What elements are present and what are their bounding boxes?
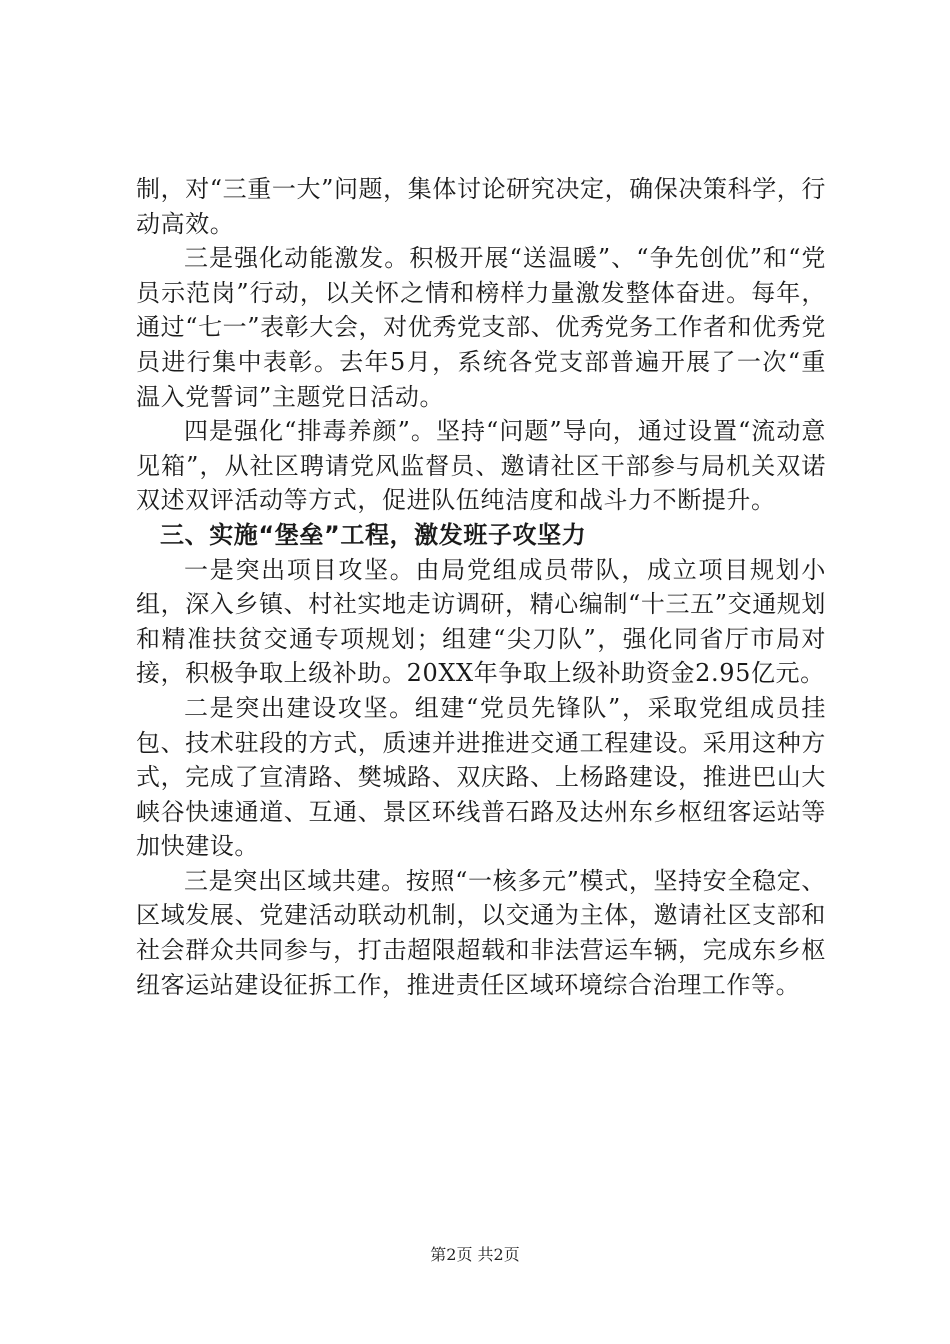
paragraph-construction: 二是突出建设攻坚。组建“党员先锋队”，采取党组成员挂包、技术驻段的方式，质速并进推进交通工程建设。采用这种方式，完成了宣清路、樊城路、双庆路、上杨路建设，推进巴山大峡谷快速通道、互通、景区环线普石路及达州东乡枢纽客运站等加快建设。 [136, 693, 826, 861]
paragraph-continuation: 制，对“三重一大”问题，集体讨论研究决定，确保决策科学，行动高效。 [136, 175, 826, 238]
page-number-footer: 第2页 共2页 [430, 1245, 520, 1264]
section-heading: 三、实施“堡垒”工程，激发班子攻坚力 [160, 520, 587, 549]
paragraph-project: 一是突出项目攻坚。由局党组成员带队，成立项目规划小组，深入乡镇、村社实地走访调研，精心编制“十三五”交通规划和精准扶贫交通专项规划；组建“尖刀队”，强化同省厅市局对接，积极争取上级补助。20XX年争取上级补助资金2.95亿元。 [136, 555, 826, 688]
document-body [136, 172, 826, 1002]
paragraph-regional: 三是突出区域共建。按照“一核多元”模式，坚持安全稳定、区域发展、党建活动联动机制，以交通为主体，邀请社区支部和社会群众共同参与，打击超限超载和非法营运车辆，完成东乡枢纽客运站建设征拆工作，推进责任区域环境综合治理工作等。 [136, 866, 826, 999]
paragraph-motivation: 三是强化动能激发。积极开展“送温暖”、“争先创优”和“党员示范岗”行动，以关怀之情和榜样力量激发整体奋进。每年，通过“七一”表彰大会，对优秀党支部、优秀党务工作者和优秀党员进行集中表彰。去年5月，系统各党支部普遍开展了一次“重温入党誓词”主题党日活动。 [136, 244, 826, 411]
paragraph-discipline: 四是强化“排毒养颜”。坚持“问题”导向，通过设置“流动意见箱”，从社区聘请党风监督员、邀请社区干部参与局机关双诺双述双评活动等方式，促进队伍纯洁度和战斗力不断提升。 [136, 417, 826, 515]
